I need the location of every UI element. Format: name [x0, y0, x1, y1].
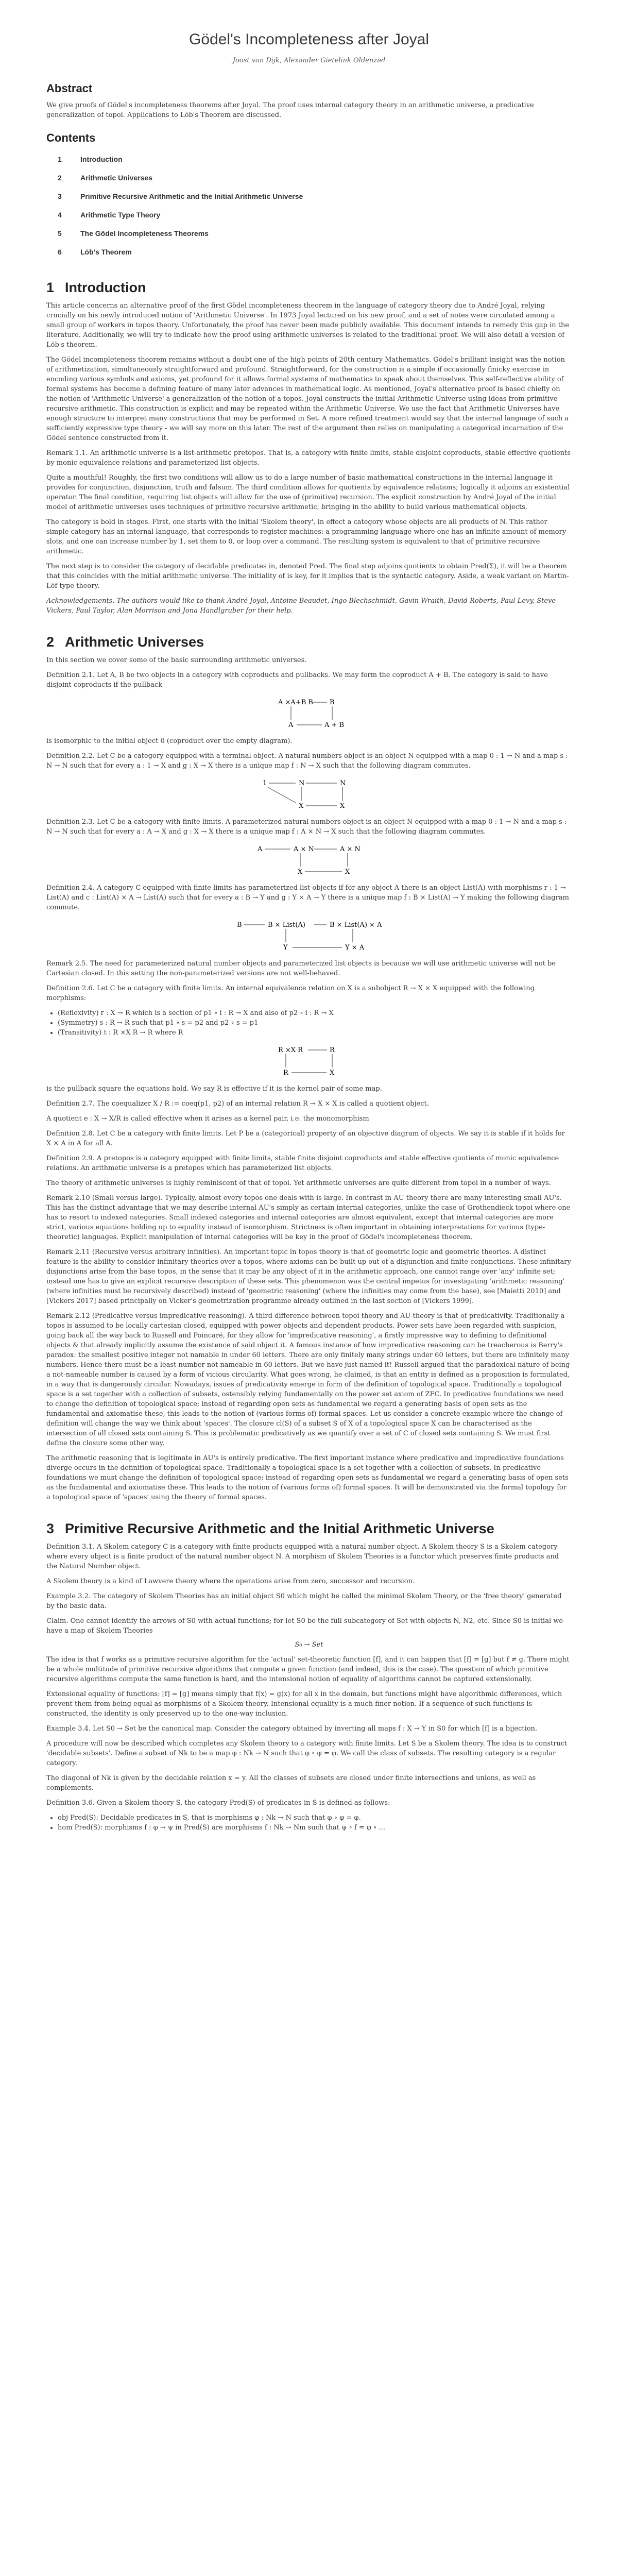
claim: Claim. One cannot identify the arrows of S0 with actual functions; for let S0 be the full subcategory of Set with objects N, N2, etc. Since S0 is initial we have a map of Skolem Theories — [46, 1617, 563, 1635]
paragraph: Extensional equality of functions: [f] = [g] means simply that f(x) = g(x) for all x in the domain, but functions might have algorithmic differences, which prevent them from being equal as morphisms of a Skolem theory. Intensional equality is a much finer notion. If a sequence of such functions is constructed, the identity is only preserved up to the one-way inclusion. — [46, 1690, 562, 1718]
list-item: • (Symmetry) s : R → R such that p1 ∘ s = p2 and p2 ∘ s = p1 — [58, 1018, 572, 1028]
svg-text:R: R — [330, 1046, 335, 1054]
paragraph: This article concerns an alternative proof of the first Gödel incompleteness theorem in the language of category theory due to André Joyal, relying crucially on his newly introduced notion of 'Arithmetic Universe'. In 1973 Joyal lectured on his new proof, and a set of notes were circulated among a small group of workers in topos theory. Unfortunately, the proof has never been made publicly available. This document intends to remedy this gap in the literature. Additionally, we will try to indicate how the proof using arithmetic universes is related to the traditional proof. We will also detail a version of Löb's theorem. — [46, 302, 570, 349]
abstract-text: We give proofs of Gödel's incompleteness theorems after Joyal. The proof uses internal category theory in an arithmetic universe, a predicative generalization of topoi. Applications to Löb's Theorem are discussed. — [46, 101, 534, 119]
paragraph: The next step is to consider the category of decidable predicates in, denoted Pred. The final step adjoins quotients to obtain Pred(Σ), it will be a theorem that this coincides with the initial arithmetic universe. The initiality of is key, for it implies that is the syntactic category. Aside, a weak variant on Martin-Löf type theory. — [46, 563, 569, 590]
definition: Definition 2.6. Let C be a category with finite limits. An internal equivalence relation on X is a subobject R → X × X equipped with the following morphisms: — [46, 985, 535, 1002]
parameterized-nno-diagram — [252, 842, 366, 878]
svg-text:B: B — [237, 921, 242, 929]
nno-diagram — [258, 776, 360, 812]
svg-text:A × N: A × N — [340, 845, 360, 853]
abstract-heading: Abstract — [46, 82, 93, 95]
paragraph: Quite a mouthful! Roughly, the first two conditions will allow us to do a large number of basic mathematical constructions in the internal language it provides for conjunction, disjunction, truth and falsum. The third condition allows for quotients by equivalence relations; logically it adjoins an existential operator. The final condition, requiring list objects will allow for the use of (primitive) recursion. The explicit construction by André Joyal of the initial model of arithmetic universes uses techniques of primitive recursive arithmetic, bringing in the ability to build various mathematical objects. — [46, 474, 570, 511]
definition: Definition 2.4. A category C equipped with finite limits has parameterized list objects if for any object A there is an object List(A) with morphisms r : 1 → List(A) and c : List(A) × A → List(A) such that for every a : B → Y and g : Y × A → Y there is a unique map f : B × List(A) → Y making the following diagram commute. — [46, 884, 569, 911]
example: Example 3.4. Let S0 → Set be the canonical map. Consider the category obtained by inverting all maps f : X → Y in S0 for which [f] is a bijection. — [46, 1725, 538, 1733]
display-equation: S₀ → Set — [295, 1641, 323, 1649]
svg-text:B × List(A) × A: B × List(A) × A — [330, 921, 382, 929]
pullback-diagram — [268, 695, 350, 731]
toc-item[interactable]: 1 Introduction — [58, 155, 123, 163]
svg-text:X: X — [330, 1069, 335, 1077]
svg-text:1: 1 — [263, 779, 267, 787]
svg-text:A × N: A × N — [294, 845, 314, 853]
svg-text:X: X — [340, 802, 345, 810]
toc-item[interactable]: 4 Arithmetic Type Theory — [58, 211, 161, 219]
paragraph: A procedure will now be described which completes any Skolem theory to a category with finite limits. Let S be a Skolem theory. The idea is to construct 'decidable subsets'. Define a subset of Nk to be a map φ : Nk → N such that φ ∘ φ = φ. We call the class of subsets. The resulting category is a regular category. — [46, 1740, 568, 1767]
definition: Definition 2.9. A pretopos is a category equipped with finite limits, stable finite disjoint coproducts and stable effective quotients of monic equivalence relations. An arithmetic universe is a pretopos which has parameterized list objects. — [46, 1155, 559, 1172]
definition: Definition 3.6. Given a Skolem theory S, the category Pred(S) of predicates in S is defined as follows: — [46, 1799, 390, 1807]
remark: Remark 2.11 (Recursive versus arbitrary infinities). An important topic in topos theory is that of geometric logic and geometric theories. A distinct feature is the ability to consider infinitary theories over a topos, where axioms can be built up out of a disjunction and finite conjunctions. These infinitary disjunctions arise from the base topos, in the sense that it may be any object of it in the arithmetic approach, one cannot range over 'any' infinite set; instead one has to give an explicit recursive description of these sets. This phenomenon was the central impetus for investigating 'arithmetic reasoning' (where infinities must be recursively described) instead of 'geometric reasoning' (where the infinities may come from the base), see [Maietti 2010] and [Vickers 2017] based principally on Vicker's geometrization programme already outlined in the last section of [Vickers 1999]. — [46, 1248, 571, 1305]
section-heading: 2 Arithmetic Universes — [46, 634, 204, 650]
paragraph: The arithmetic reasoning that is legitimate in AU's is entirely predicative. The first important instance where predicative and impredicative foundations diverge occurs in the definition of topological space. Traditionally a topological space is a set together with a collection of subsets. In predicative foundations we must change the definition of topological space; instead of regarding open sets as fundamental we regard a generating basis of open sets as the fundamental and axiomatise these. This leads to the notion of (various forms of) formal spaces. It will be demonstrated via the formal topology for a topological space of 'spaces' using the theory of formal spaces. — [46, 1454, 569, 1501]
svg-text:X: X — [299, 802, 304, 810]
property-list — [58, 1008, 572, 1038]
definition: Definition 2.2. Let C be a category equipped with a terminal object. A natural numbers object is an object N equipped with a map 0 : 1 → N and a map s : N → N such that for every a : 1 → X and g : X → X there is a unique map f : N → X such that the following diagram commutes. — [46, 752, 568, 770]
svg-text:R ×X R: R ×X R — [278, 1046, 303, 1054]
toc-item[interactable]: 6 Löb's Theorem — [58, 248, 132, 256]
list-item: • hom Pred(S): morphisms f : φ → ψ in Pred(S) are morphisms f : Nk → Nm such that ψ ∘ f = φ ∘ ... — [58, 1823, 572, 1833]
definition: Definition 2.3. Let C be a category with finite limits. A parameterized natural numbers object is an object N equipped with a map 0 : 1 → N and a map s : N → N such that for every a : A → X and g : X → X there is a unique map f : A × N → X such that the following diagram commutes. — [46, 818, 567, 836]
example: Example 3.2. The category of Skolem Theories has an initial object S0 which might be called the minimal Skolem Theory, or the 'free theory' generated by the basic data. — [46, 1592, 562, 1610]
table-of-contents — [46, 150, 572, 261]
paragraph: The Gödel incompleteness theorem remains without a doubt one of the high points of 20th century Mathematics. Gödel's brilliant insight was the notion of arithmetization, simultaneously straightforward and profound. Straightforward, for the construction is a simple if occasionally finicky exercise in encoding various symbols and axioms, yet profound for it allows formal systems of mathematics to speak about themselves. This self-reflective ability of formal systems has become a defining feature of many later advances in mathematical logic. As mentioned, Joyal's alternative proof is based chiefly on the notion of 'Arithmetic Universe' a generalization of the notion of a topos. Joyal constructs the initial Arithmetic Universe using ideas from primitive recursive arithmetic. This construction is explicit and may be repeated within the Arithmetic Universe. We use the fact that Arithmetic Universes have enough structure to interpret many constructions that may be performed in Set. A more refined treatment would say that the internal language of such a sufficiently expressive type theory - we will say more on this later. The rest of the argument then relies on manipulating a categorical incarnation of the Gödel sentence constructed from it. — [46, 356, 569, 442]
document — [46, 0, 572, 1833]
paragraph: In this section we cover some of the basic surrounding arithmetic universes. — [46, 656, 307, 664]
svg-text:N: N — [340, 779, 346, 787]
toc-item[interactable]: 3 Primitive Recursive Arithmetic and the Initial Arithmetic Universe — [58, 192, 303, 200]
remark: Remark 2.5. The need for parameterized natural number objects and parameterized list objects is because we will use arithmetic universe will not be Cartesian closed. In this setting the non-parameterized versions are not well-behaved. — [46, 960, 556, 977]
authors: Joost van Dijk, Alexander Gietelink Oldenziel — [232, 57, 386, 64]
svg-text:B × List(A): B × List(A) — [268, 921, 305, 929]
paragraph: The category is bold in stages. First, one starts with the initial 'Skolem theory', in effect a category whose objects are all products of N. This rather simple category has an internal language, that corresponds to register machines: a programming language where one has an infinite amount of memory slots, and one can increase number by 1, set them to 0, or loop over a command. The resulting system is equivalent to that of primitive recursive arithmetic. — [46, 518, 566, 555]
remark: Remark 2.12 (Predicative versus impredicative reasoning). A third difference between topoi theory and AU theory is that of predicativity. Traditionally a topos is assumed to be locally cartesian closed, equipped with power objects and dependent products. Power sets have been regarded with suspicion, going back all the way back to Russell and Poincaré, for they allow for 'impredicative reasoning', a firstly impressive way to defining to definitional objects & that already implicitly assume the existence of said object it. A famous instance of how impredicative reasoning can be treacherous is Berry's paradox: the smallest positive integer not namable in under 60 letters. There are only finitely many strings under 60 letters, but there are infinitely many numbers. Hence there must be a least number not nameable in 60 letters. But we have just named it! Russell argued that the paradoxical nature of being a not-nameable number is caused by a form of vicious circularity. What goes wrong, he claimed, is that an entity is defined as a proposition is formulated, in a way that is dangerously circular. Nowadays, issues of predicativity emerge in form of the definition of topological space. Traditionally a topological space is a set together with a collection of subsets, ostensibly relying fundamentally on the power set axiom of ZFC. In predicative foundations we need to change the definition of topological space; instead of regarding open sets as fundamental we regard a generating basis of open sets as the fundamental and axiomatise these, this leads to the notion of (various forms of) formal spaces. Let us consider a concrete example where the change of definition will change the way we think about 'spaces'. The closure cl(S) of a subset S of X of a topological space X can be characterised as the intersection of all closed sets containing S. This is problematic predicatively as we quantify over a set of C of closed sets containing S. We must first define the closure some other way. — [46, 1312, 570, 1447]
paragraph: The diagonal of Nk is given by the decidable relation x = y. All the classes of subsets are closed under finite intersections and unions, as well as complements. — [46, 1774, 536, 1792]
svg-text:Y: Y — [283, 944, 288, 952]
definition-list — [58, 1813, 572, 1833]
paper-title: Gödel's Incompleteness after Joyal — [189, 31, 429, 48]
svg-text:A: A — [288, 721, 294, 729]
paragraph: A Skolem theory is a kind of Lawvere theory where the operations arise from zero, successor and recursion. — [46, 1578, 415, 1585]
svg-text:N: N — [299, 779, 305, 787]
list-item: • obj Pred(S): Decidable predicates in S, that is morphisms φ : Nk → N such that φ ∘ φ = φ. — [58, 1813, 572, 1823]
list-item: • (Reflexivity) r : X → R which is a section of p1 ∘ i : R → X and also of p2 ∘ i : R → X — [58, 1008, 572, 1018]
transitivity-pullback-diagram — [268, 1043, 350, 1079]
contents-heading: Contents — [46, 131, 96, 144]
definition: Definition 2.7. The coequalizer X / R := coeq(p1, p2) of an internal relation R → X × X is called a quotient object. — [46, 1100, 429, 1108]
svg-text:A + B: A + B — [324, 721, 345, 729]
paragraph: is the pullback square the equations hold. We say R is effective if it is the kernel pair of some map. — [46, 1085, 382, 1093]
svg-text:X: X — [345, 868, 350, 876]
paragraph: The idea is that f works as a primitive recursive algorithm for the 'actual' set-theoretic function [f], and it can happen that [f] = [g] but f ≠ g. There might be a whole multitude of primitive recursive algorithms that compute a given function (and indeed, this is the case). The question of which primitive recursive algorithms compute the same function is hard, and the intensional notion of equality of algorithms cannot be captured extensionally. — [46, 1656, 570, 1683]
paragraph: A quotient e : X → X/R is called effective when it arises as a kernel pair, i.e. the monomorphism — [46, 1115, 369, 1123]
remark: Remark 2.10 (Small versus large). Typically, almost every topos one deals with is large. In contrast in AU theory there are many interesting small AU's. This has the distinct advantage that we may describe internal AU's simply as certain internal categories, unlike the case of Grothendieck topoi where one has to resort to indexed categories. Small indexed categories and internal categories are almost equivalent, except that internal categories are more strict, various equations holding up to equality instead of isomorphism. Strictness is often important in obtaining interpretations for various (type-theoretic) languages. Explicit manipulation of internal categories will be key in the proof of Gödel's incompleteness theorem. — [46, 1194, 571, 1241]
svg-text:A: A — [258, 845, 263, 853]
svg-text:B: B — [330, 699, 335, 706]
toc-item[interactable]: 5 The Gödel Incompleteness Theorems — [58, 229, 209, 238]
definition: Definition 2.8. Let C be a category with finite limits. Let P be a (categorical) property of an objective diagram of objects. We say it is stable if it holds for X × A in A for all A. — [46, 1130, 565, 1147]
svg-text:Y × A: Y × A — [345, 944, 365, 952]
paragraph: is isomorphic to the initial object 0 (coproduct over the empty diagram). — [46, 737, 293, 745]
acknowledgements: Acknowledgements. The authors would like to thank André Joyal, Antoine Beaudet, Ingo Blechschmidt, Gavin Wraith, David Roberts, Paul Levy, Steve Vickers, Paul Taylor, Alan Morrison and Jona Handlgruber for their help. — [46, 597, 556, 615]
svg-text:A ×A+B B: A ×A+B B — [278, 699, 313, 706]
svg-text:X: X — [298, 868, 303, 876]
definition: Definition 3.1. A Skolem category C is a category with finite products equipped with a natural number object. A Skolem theory S is a Skolem category where every object is a finite product of the natural number object N. A morphism of Skolem Theories is a functor which preserves finite products and the Natural Number object. — [46, 1543, 559, 1570]
toc-item[interactable]: 2 Arithmetic Universes — [58, 174, 153, 182]
section-heading: 3 Primitive Recursive Arithmetic and the Initial Arithmetic Universe — [46, 1521, 494, 1536]
remark: Remark 1.1. An arithmetic universe is a list-arithmetic pretopos. That is, a category with finite limits, stable disjoint coproducts, stable effective quotients by monic equivalence relations and parameterized list objects. — [46, 449, 571, 467]
list-object-diagram — [232, 918, 386, 954]
paragraph: The theory of arithmetic universes is highly reminiscent of that of topoi. Yet arithmetic universes are quite different from topoi in a number of ways. — [46, 1179, 551, 1187]
section-heading: 1 Introduction — [46, 280, 146, 295]
svg-text:R: R — [283, 1069, 288, 1077]
definition: Definition 2.1. Let A, B be two objects in a category with coproducts and pullbacks. We may form the coproduct A + B. The category is said to have disjoint coproducts if the pullback — [46, 671, 548, 689]
list-item: • (Transitivity) t : R ×X R → R where R — [58, 1028, 572, 1038]
